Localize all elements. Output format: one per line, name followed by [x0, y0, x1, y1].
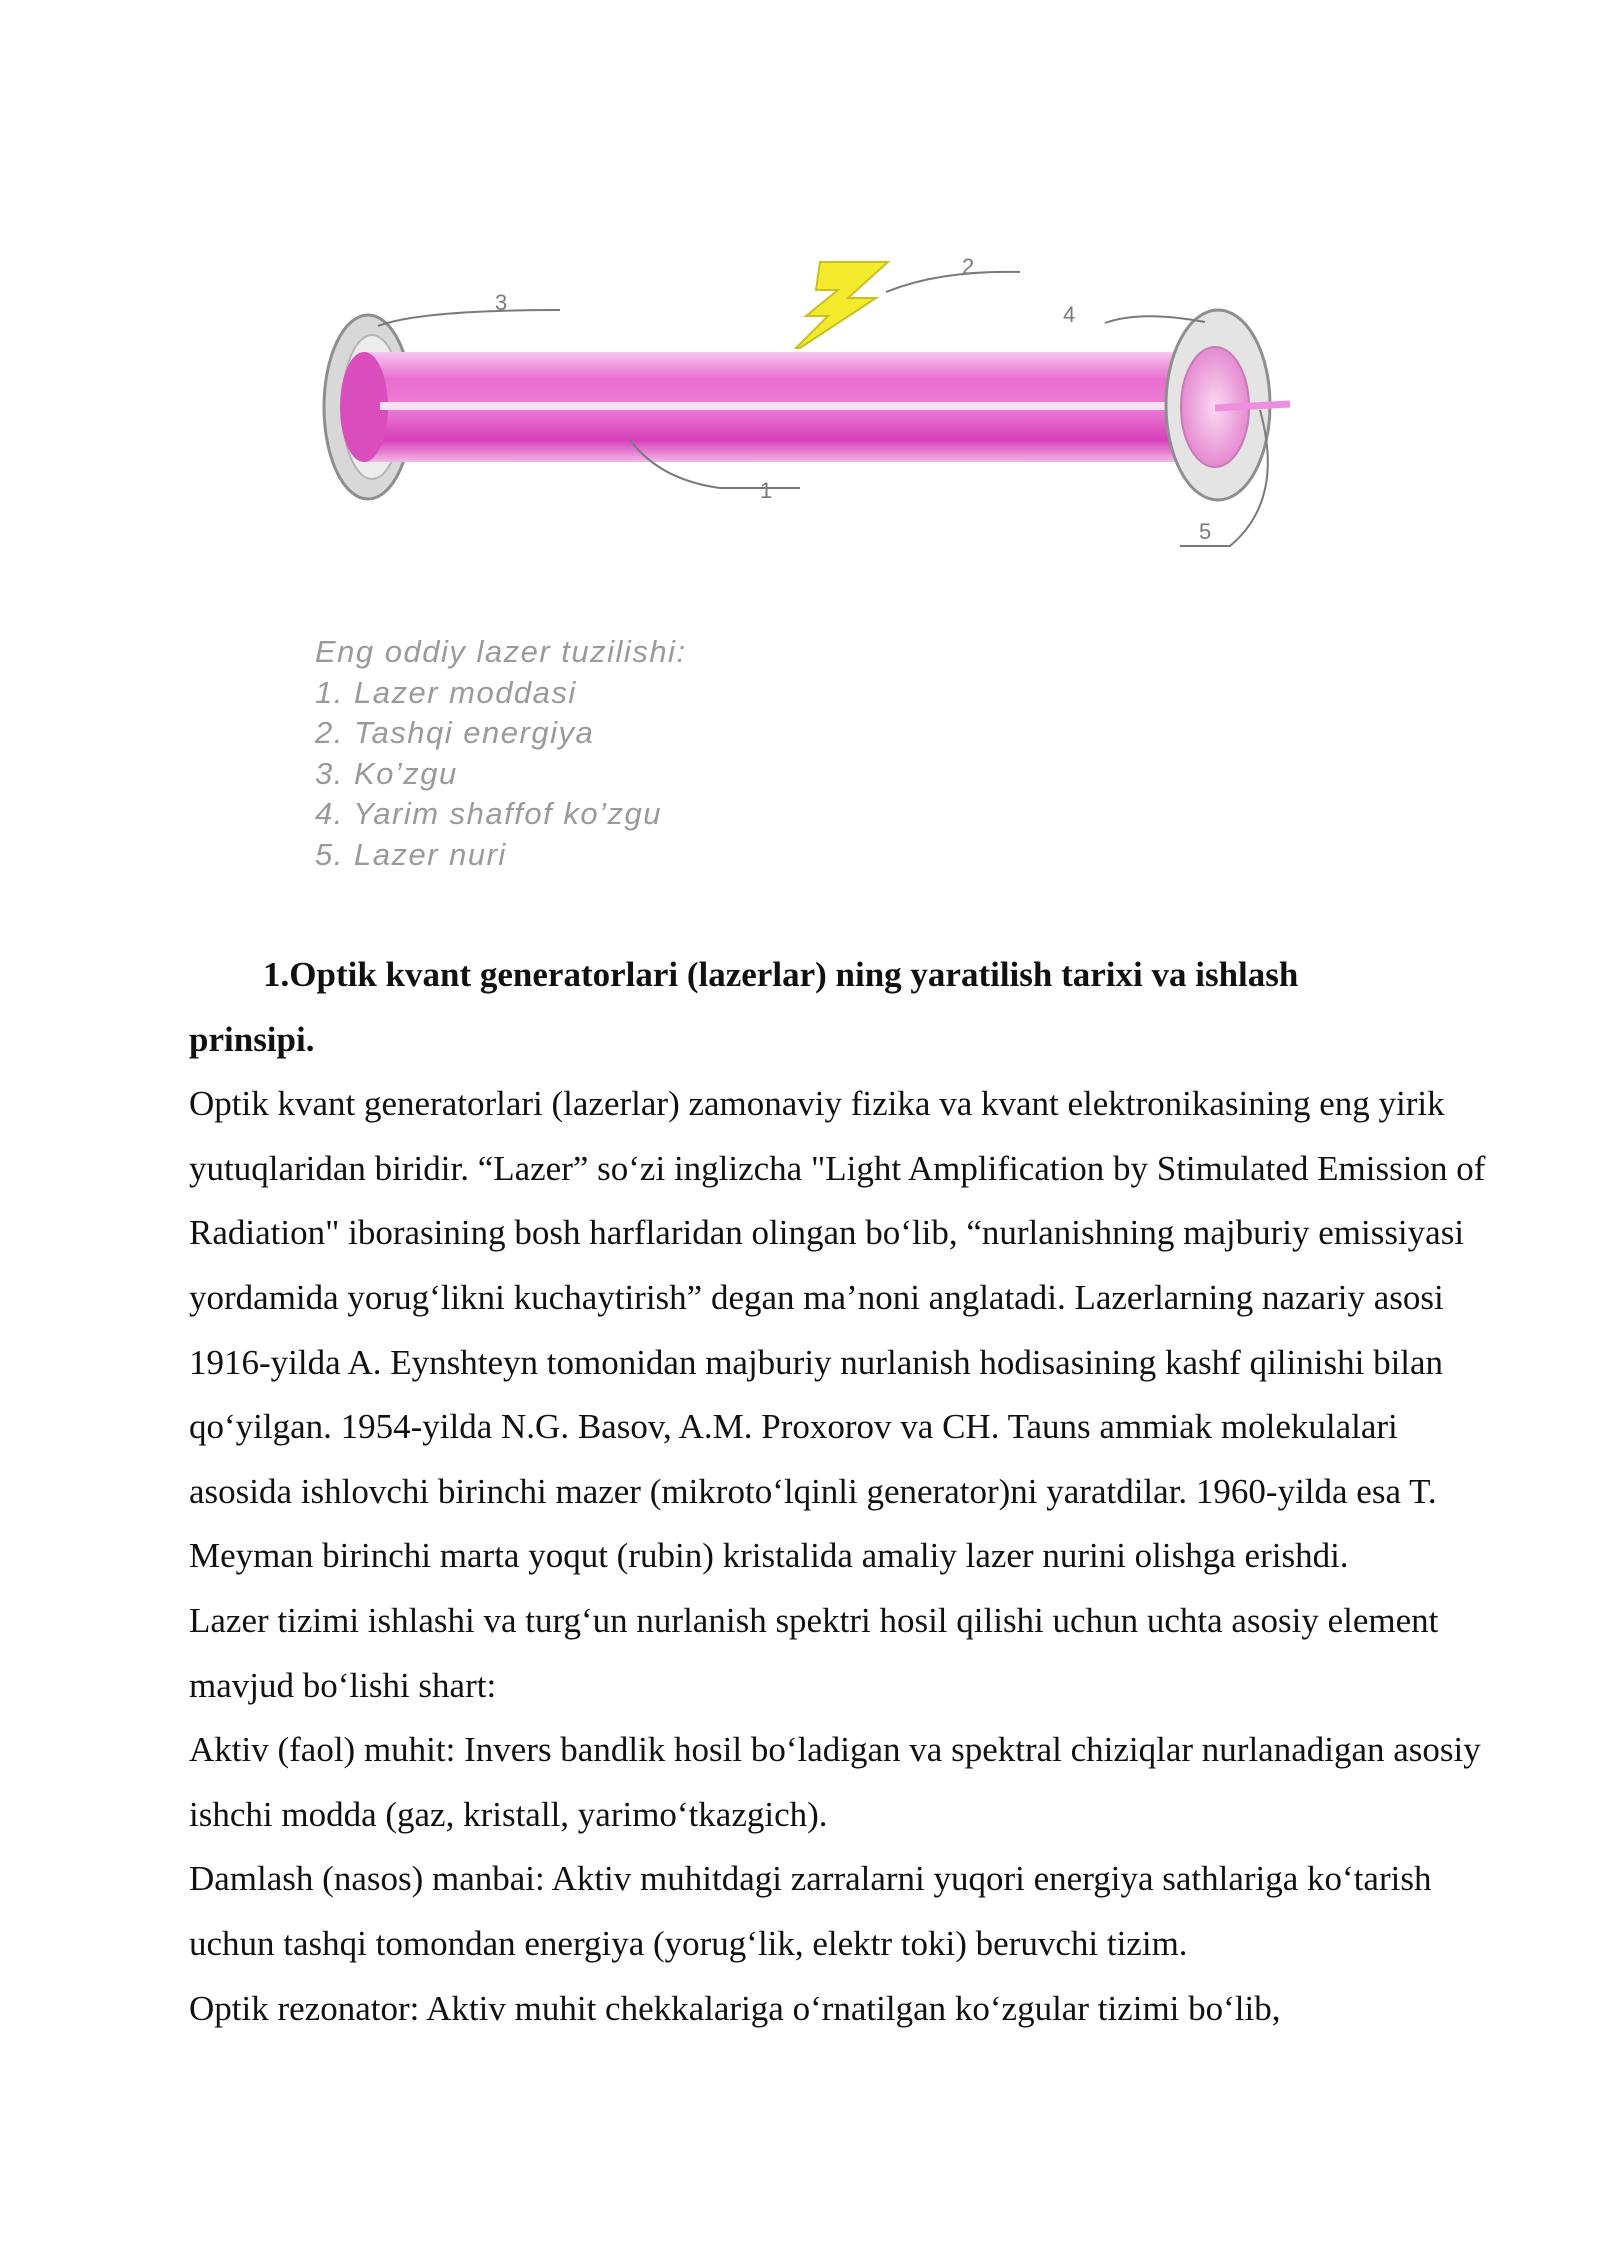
document-body: [189, 943, 1489, 2041]
laser-structure-illustration: [300, 250, 1320, 610]
energy-bolt-icon: [796, 262, 888, 348]
caption-title: Eng oddiy lazer tuzilishi:: [315, 634, 687, 669]
label-3: 3: [495, 290, 508, 315]
label-5: 5: [1199, 519, 1212, 544]
paragraph-active-medium: Aktiv (faol) muhit: Invers bandlik hosil bo‘ladigan va spektral chiziqlar nurlanadigan asosiy ishchi modda (gaz, kristall, yarimo‘tkazgich).: [189, 1730, 1481, 1834]
caption-item: 3. Ko’zgu: [315, 755, 458, 791]
label-2: 2: [962, 254, 975, 279]
label-1: 1: [760, 478, 773, 503]
label-4: 4: [1063, 302, 1076, 327]
caption-item: 5. Lazer nuri: [315, 836, 507, 872]
paragraph-optical-resonator: Optik rezonator: Aktiv muhit chekkalariga o‘rnatilgan ko‘zgular tizimi bo‘lib,: [189, 1988, 1281, 2028]
caption-item: 4. Yarim shaffof ko’zgu: [315, 796, 662, 831]
paragraph-pump-source: Damlash (nasos) manbai: Aktiv muhitdagi zarralarni yuqori energiya sathlariga ko‘tarish uchun tashqi tomondan energiya (yorug‘lik, elektr toki) beruvchi tizim.: [189, 1859, 1432, 1963]
figure-caption: [315, 632, 1015, 875]
laser-output-beam: [1215, 404, 1290, 408]
caption-item: 2. Tashqi energiya: [315, 715, 595, 750]
heading-line-2: prinsipi.: [189, 1019, 315, 1059]
paragraph-elements-intro: Lazer tizimi ishlashi va turg‘un nurlanish spektri hosil qilishi uchun uchta asosiy element mavjud bo‘lishi shart:: [189, 1600, 1439, 1705]
caption-item: 1. Lazer moddasi: [315, 674, 577, 710]
section-heading: [189, 943, 1489, 1072]
paragraph-history: Optik kvant generatorlari (lazerlar) zamonaviy fizika va kvant elektronikasining eng yirik yutuqlaridan biridir. “Lazer” so‘zi inglizcha "Light Amplification by Stimulated Emission of Radiation" iborasining bosh harflaridan olingan bo‘lib, “nurlanishning majburiy emissiyasi yordamida yorug‘likni kuchaytirish” degan ma’noni anglatadi. Lazerlarning nazariy asosi 1916-yilda A. Eynshteyn tomonidan majburiy nurlanish hodisasining kashf qilinishi bilan qo‘yilgan. 1954-yilda N.G. Basov, A.M. Proxorov va CH. Tauns ammiak molekulalari asosida ishlovchi birinchi mazer (mikroto‘lqinli generator)ni yaratdilar. 1960-yilda esa T. Meyman birinchi marta yoqut (rubin) kristalida amaliy lazer nurini olishga erishdi.: [189, 1084, 1486, 1576]
heading-line-1: 1.Optik kvant generatorlari (lazerlar) ning yaratilish tarixi va ishlash: [263, 955, 1299, 994]
